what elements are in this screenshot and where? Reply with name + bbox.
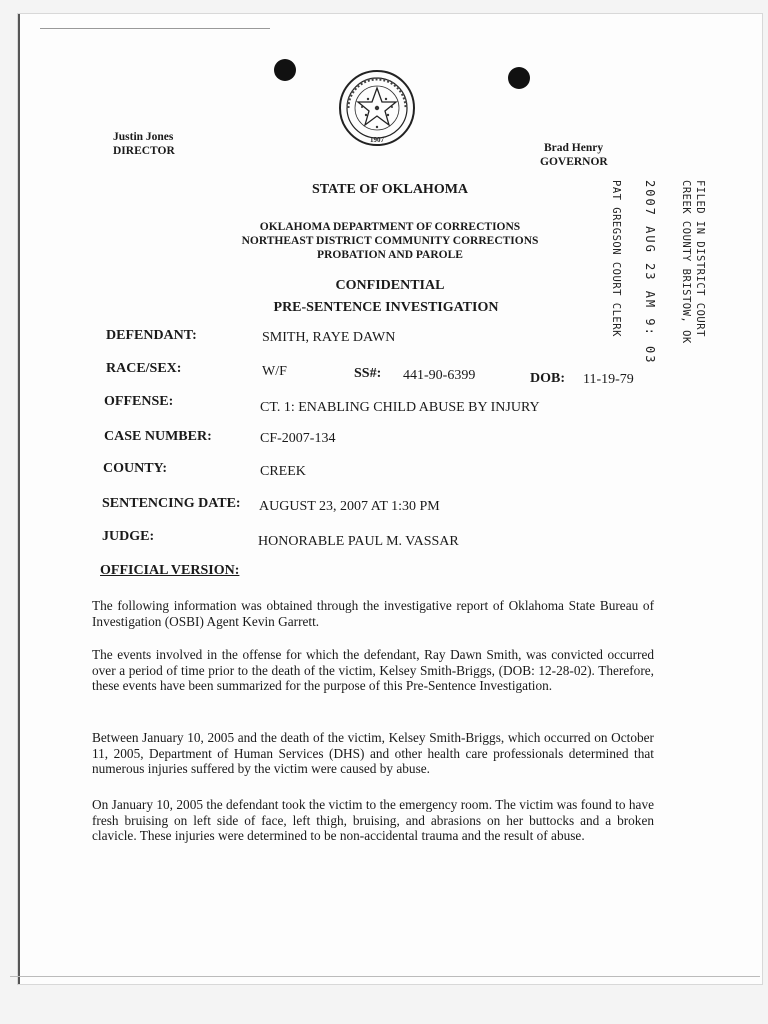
racesex-value: W/F [262,364,287,379]
state-heading: STATE OF OKLAHOMA [311,182,469,197]
ss-value: 441-90-6399 [403,368,476,383]
page-edge-line [40,28,270,29]
dob-value: 11-19-79 [583,372,634,387]
paragraph-4: On January 10, 2005 the defendant took the victim to the emergency room. The victim was found to have fresh bruising on left side of face, left thigh, bruising, and abrasions on her buttocks and a broken clavicle. These injuries were determined to be non-accidental trauma and the result of abuse. [92,797,654,843]
state-seal-icon [338,69,416,147]
seal-year: 1907 [370,136,384,144]
defendant-value: SMITH, RAYE DAWN [262,330,396,345]
paragraph-3: Between January 10, 2005 and the death of the victim, Kelsey Smith-Briggs, which occurred on October 11, 2005, Department of Human Services (DHS) and other health care professionals determined that numerous injuries suffered by the victim were caused by abuse. [92,730,654,776]
judge-label: JUDGE: [102,529,155,544]
county-label: COUNTY: [103,461,168,476]
paragraph-1: The following information was obtained through the investigative report of Oklahoma State Bureau of Investigation (OSBI) Agent Kevin Garrett. [92,598,654,629]
court-filing-stamp [582,180,722,365]
director-title: DIRECTOR [113,145,175,157]
sentencing-date-value: AUGUST 23, 2007 AT 1:30 PM [259,499,440,514]
department-line-2: NORTHEAST DISTRICT COMMUNITY CORRECTIONS [241,235,539,247]
document-title: PRE-SENTENCE INVESTIGATION [273,300,499,315]
page-bottom-edge [10,976,760,977]
offense-label: OFFENSE: [104,394,174,409]
stamp-line-3: 2007 AUG 23 AM 9: 03 [643,180,657,365]
sentencing-date-label: SENTENCING DATE: [102,496,241,511]
governor-name: Brad Henry [544,142,604,154]
stamp-line-2: CREEK COUNTY BRISTOW, OK [680,180,692,344]
offense-value: CT. 1: ENABLING CHILD ABUSE BY INJURY [260,400,540,415]
defendant-label: DEFENDANT: [106,328,197,343]
punch-hole-right [508,67,530,89]
department-line-3: PROBATION AND PAROLE [317,249,463,261]
punch-hole-left [274,59,296,81]
paragraph-2: The events involved in the offense for which the defendant, Ray Dawn Smith, was convicted occurred over a period of time prior to the death of the victim, Kelsey Smith-Briggs, (DOB: 12-28-02). Therefore, these events have been summarized for the purpose of this Pre-Sentence Investigation. [92,647,654,693]
director-name: Justin Jones [113,131,174,143]
confidential-heading: CONFIDENTIAL [335,278,445,293]
case-number-value: CF-2007-134 [260,431,336,446]
judge-value: HONORABLE PAUL M. VASSAR [258,534,459,549]
dob-label: DOB: [530,371,565,386]
stamp-line-4: PAT GREGSON COURT CLERK [610,180,622,337]
stamp-line-1: FILED IN DISTRICT COURT [694,180,706,337]
governor-title: GOVERNOR [540,156,608,168]
racesex-label: RACE/SEX: [106,361,182,376]
ss-label: SS#: [354,366,382,381]
section-heading: OFFICIAL VERSION: [100,563,240,578]
department-line-1: OKLAHOMA DEPARTMENT OF CORRECTIONS [259,221,521,233]
case-number-label: CASE NUMBER: [104,429,212,444]
county-value: CREEK [260,464,306,479]
